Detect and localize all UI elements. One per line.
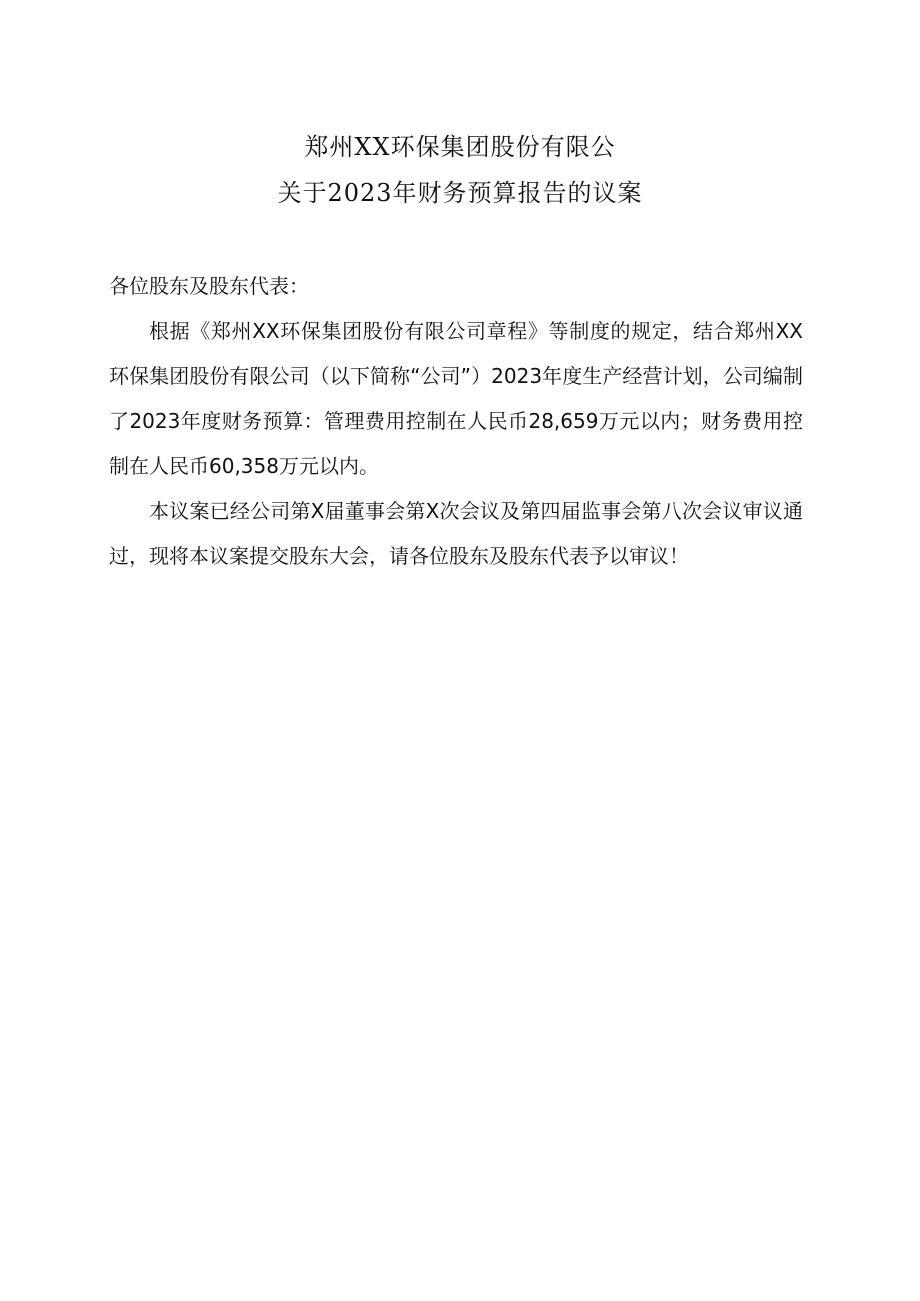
body-paragraph-approval: 本议案已经公司第X届董事会第X次会议及第四届监事会第八次会议审议通过，现将本议案提交股东大会，请各位股东及股东代表予以审议！	[109, 499, 803, 568]
body-paragraph-budget: 根据《郑州XX环保集团股份有限公司章程》等制度的规定，结合郑州XX环保集团股份有限公司（以下简称“公司”）2023年度生产经营计划，公司编制了2023年度财务预算：管理费用控制在人民币28,659万元以内；财务费用控制在人民币60,358万元以内。	[109, 319, 803, 478]
salutation: 各位股东及股东代表：	[109, 274, 309, 298]
title-line-subject: 关于2023年财务预算报告的议案	[277, 179, 643, 207]
document-title	[0, 124, 920, 216]
document-body	[109, 264, 803, 579]
title-line-company: 郑州XX环保集团股份有限公	[304, 133, 616, 161]
